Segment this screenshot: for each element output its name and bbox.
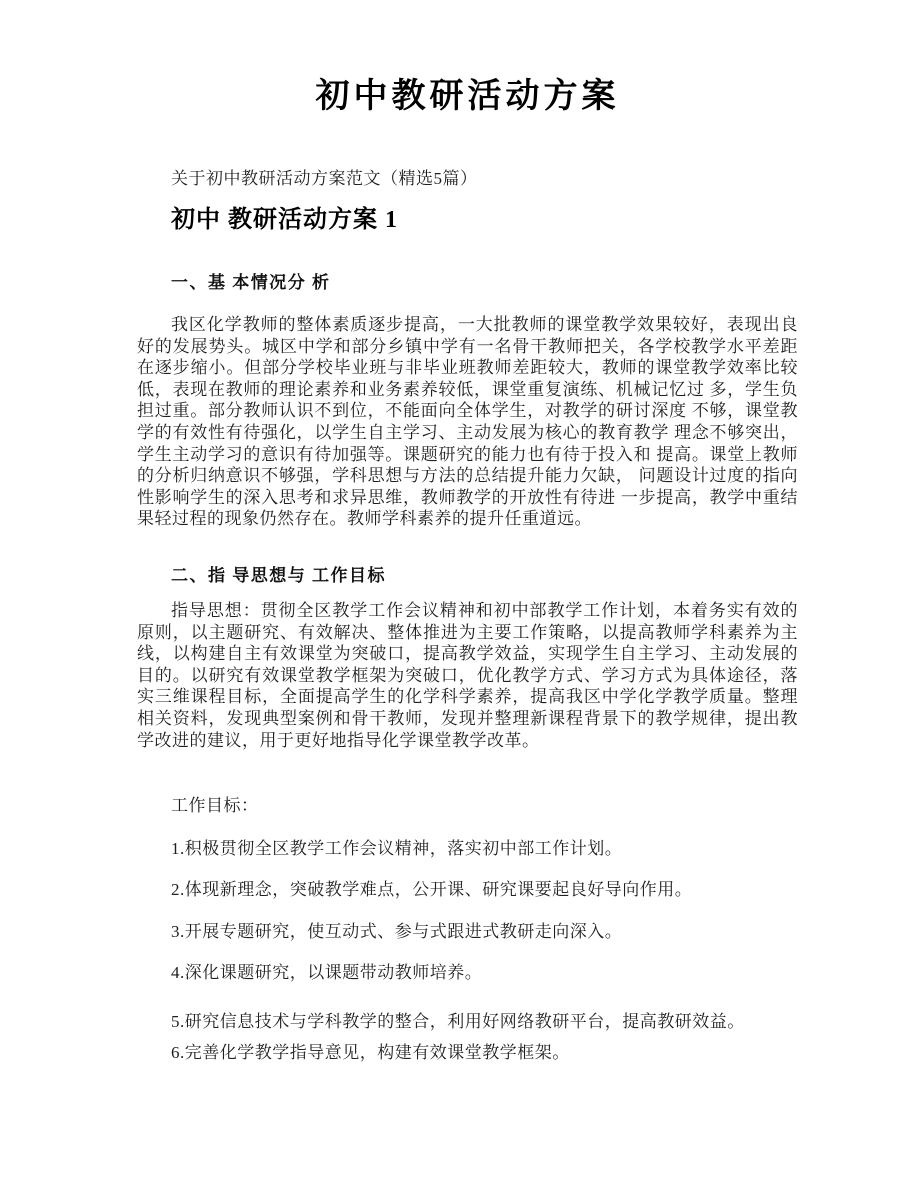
paragraph-situation-analysis: 我区化学教师的整体素质逐步提高，一大批教师的课堂教学效果较好，表现出良好的发展势头。城区中学和部分乡镇中学有一名骨干教师把关，各学校教学水平差距在逐步缩小。但部分学校毕业班与非毕业班教师差距较大，教师的课堂教学效率比较低，表现在教师的理论素养和业务素养较低，课堂重复演练、机械记忆过 多，学生负担过重。部分教师认识不到位，不能面向全体学生，对教学的研讨深度 不够，课堂教学的有效性有待强化，以学生自主学习、主动发展为核心的教育教学 理念不够突出，学生主动学习的意识有待加强等。课题研究的能力也有待于投入和 提高。课堂上教师的分析归纳意识不够强，学科思想与方法的总结提升能力欠缺， 问题设计过度的指向性影响学生的深入思考和求异思维，教师教学的开放性有待进 一步提高，教学中重结果轻过程的现象仍然存在。教师学科素养的提升任重道远。 <box>137 315 798 529</box>
document-subtitle: 关于初中教研活动方案范文（精选5篇） <box>171 169 478 188</box>
paragraph-guiding-ideology: 指导思想：贯彻全区教学工作会议精神和初中部教学工作计划，本着务实有效的原则，以主题研究、有效解决、整体推进为主要工作策略，以提高教师学科素养为主线，以构建自主有效课堂为突破口，提高教学效益，实现学生自主学习、主动发展的目的。以研究有效课堂教学框架为突破口，优化教学方式、学习方式为具体途径，落实三维课程目标，全面提高学生的化学科学素养，提高我区中学化学教学质量。整理相关资料，发现典型案例和骨干教师，发现并整理新课程背景下的教学规律，提出教学改进的建议，用于更好地指导化学课堂教学改革。 <box>137 600 798 750</box>
work-goal-item-3: 3.开展专题研究，使互动式、参与式跟进式教研走向深入。 <box>171 921 623 941</box>
work-goal-item-4: 4.深化课题研究，以课题带动教师培养。 <box>171 963 483 983</box>
section-heading-guiding-ideology: 二、指 导思想与 工作目标 <box>171 565 386 585</box>
article-title: 初中 教研活动方案 1 <box>171 207 398 233</box>
work-goal-item-5: 5.研究信息技术与学科教学的整合，利用好网络教研平台，提高教研效益。 <box>171 1012 745 1032</box>
work-goal-item-6: 6.完善化学教学指导意见，构建有效课堂教学框架。 <box>171 1042 570 1062</box>
document-title: 初中教研活动方案 <box>315 78 620 115</box>
work-goals-label: 工作目标： <box>171 796 259 816</box>
work-goal-item-1: 1.积极贯彻全区教学工作会议精神，落实初中部工作计划。 <box>171 838 623 858</box>
work-goal-item-2: 2.体现新理念，突破教学难点，公开课、研究课要起良好导向作用。 <box>171 880 693 900</box>
section-heading-basic-situation: 一、基 本情况分 析 <box>171 273 331 292</box>
